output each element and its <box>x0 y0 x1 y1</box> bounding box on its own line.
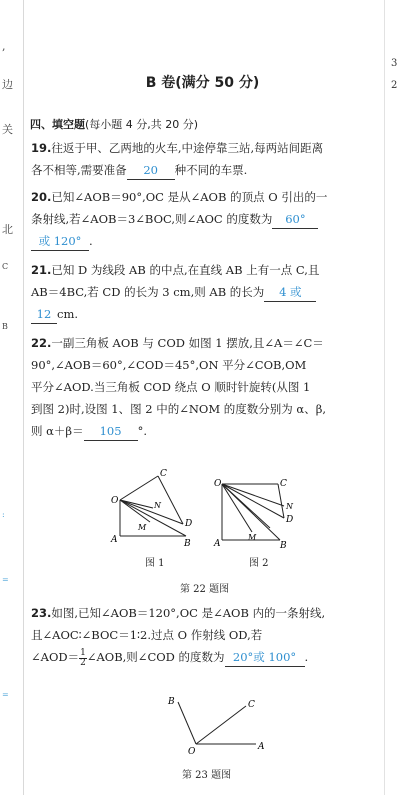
left-fragment-char: 北 <box>2 223 13 236</box>
figure-23-caption: 第 23 题图 <box>182 770 232 781</box>
page-title: B 卷(满分 50 分) <box>145 75 260 91</box>
question-21 <box>31 259 374 325</box>
question-text: 如图,已知∠AOB＝120°,OC 是∠AOB 内的一条射线, <box>51 606 326 620</box>
label-C: C <box>280 479 287 489</box>
label-C: C <box>160 469 167 479</box>
section-note: (每小题 4 分,共 20 分) <box>85 118 199 131</box>
label-A: A <box>111 535 118 545</box>
question-19 <box>31 137 374 181</box>
left-fragment-char: B <box>2 322 8 331</box>
left-fragment-mark: = <box>2 575 9 584</box>
question-text: cm. <box>57 307 79 321</box>
figure-22-2 <box>212 470 304 550</box>
label-B: B <box>184 539 191 548</box>
label-O: O <box>188 747 196 756</box>
label-N: N <box>286 502 293 511</box>
label-C: C <box>248 700 255 710</box>
answer-blank: 105 <box>84 423 138 441</box>
label-B: B <box>280 541 287 550</box>
left-fragment-mark: : <box>2 510 5 519</box>
label-M: M <box>138 523 147 532</box>
label-A: A <box>214 539 221 549</box>
question-text: ∠AOB,则∠COD 的度数为 <box>86 650 225 664</box>
question-text: 条射线,若∠AOB＝3∠BOC,则∠AOC 的度数为 <box>31 212 273 226</box>
fraction-denominator: 2 <box>80 657 86 668</box>
question-text: 90°,∠AOB＝60°,∠COD＝45°,ON 平分∠COB,OM <box>31 358 307 372</box>
left-margin-line <box>23 0 24 795</box>
answer-blank: 12 <box>31 306 57 324</box>
question-text: 且∠AOC∶∠BOC＝1∶2.过点 O 作射线 OD,若 <box>31 628 263 642</box>
right-fragment-char: 2 <box>391 80 398 91</box>
question-text: 平分∠AOD.当三角板 COD 绕点 O 顺时针旋转(从图 1 <box>31 380 311 394</box>
question-text: 已知 D 为线段 AB 的中点,在直线 AB 上有一点 C,且 <box>51 263 320 277</box>
question-text: ∠AOD＝ <box>31 650 80 664</box>
left-fragment-char: C <box>2 262 9 271</box>
question-text: 已知∠AOB＝90°,OC 是从∠AOB 的顶点 O 引出的一 <box>51 190 328 204</box>
label-A: A <box>258 742 265 752</box>
question-text: 则 α＋β＝ <box>31 424 84 438</box>
figure-22-caption: 第 22 题图 <box>180 584 230 595</box>
label-B: B <box>168 697 175 707</box>
section-label: 四、填空题 <box>30 118 85 131</box>
question-23 <box>31 602 374 668</box>
left-page-fragment <box>0 0 20 795</box>
question-text: . <box>89 234 93 248</box>
label-D: D <box>286 515 294 525</box>
question-text: . <box>304 650 309 664</box>
question-22 <box>31 332 374 442</box>
question-text: 到图 2)时,设图 1、图 2 中的∠NOM 的度数分别为 α、β, <box>31 402 326 416</box>
question-text: 往返于甲、乙两地的火车,中途停靠三站,每两站间距离 <box>51 141 324 155</box>
question-text: AB＝4BC,若 CD 的长为 3 cm,则 AB 的长为 <box>31 285 265 299</box>
right-margin-line <box>384 0 385 795</box>
question-text: 各不相等,需要准备 <box>31 163 127 177</box>
figure-caption-2: 图 2 <box>249 558 269 569</box>
question-number: 21. <box>31 263 52 277</box>
question-number: 22. <box>31 336 52 350</box>
answer-blank: 60° <box>272 211 318 229</box>
left-fragment-mark: = <box>2 690 9 699</box>
answer-blank: 20 <box>127 162 175 180</box>
label-O: O <box>214 479 222 489</box>
figure-caption-1: 图 1 <box>145 558 165 569</box>
left-fragment-char: , <box>2 40 6 53</box>
question-text: 一副三角板 AOB 与 COD 如图 1 摆放,且∠A＝∠C＝ <box>51 336 324 350</box>
question-number: 20. <box>31 190 52 204</box>
fraction-numerator: 1 <box>80 647 86 658</box>
answer-blank: 或 120° <box>31 233 89 251</box>
question-number: 19. <box>31 141 52 155</box>
question-number: 23. <box>31 606 52 620</box>
right-fragment-char: 3 <box>391 58 398 69</box>
answer-blank: 20°或 100° <box>225 649 305 667</box>
figure-23 <box>160 692 270 756</box>
left-fragment-char: 边 <box>2 78 13 91</box>
left-fragment-char: 关 <box>2 123 13 136</box>
question-text: °. <box>137 424 147 438</box>
question-20 <box>31 186 374 252</box>
fraction <box>79 649 87 668</box>
question-text: 种不同的车票. <box>174 163 248 177</box>
answer-blank: 4 或 <box>264 284 316 302</box>
label-N: N <box>154 501 161 510</box>
label-O: O <box>111 496 119 506</box>
label-M: M <box>248 533 257 542</box>
label-D: D <box>185 519 193 529</box>
section-heading <box>30 116 198 132</box>
figure-22-1 <box>108 468 200 548</box>
